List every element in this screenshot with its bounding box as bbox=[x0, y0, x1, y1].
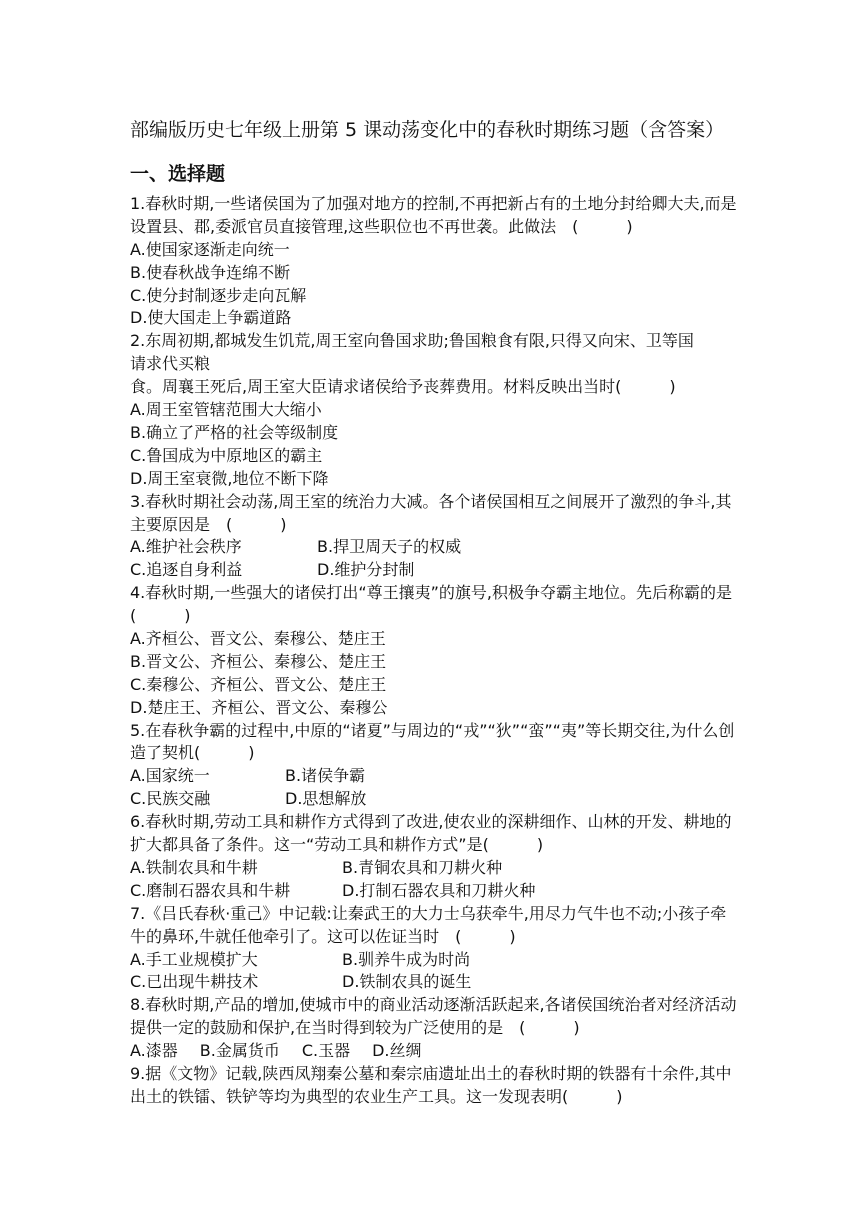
question-7-stem: 7.《吕氏春秋·重己》中记载:让秦武王的大力士乌获牵牛,用尽力气牛也不动;小孩子牵牛的鼻环,牛就任他牵引了。这可以佐证当时 ( ) bbox=[130, 903, 727, 946]
question-5-options-row-1 bbox=[130, 765, 742, 788]
question-7-option-a: A.手工业规模扩大 bbox=[130, 949, 258, 969]
question-4-option-b: B.晋文公、齐桓公、秦穆公、楚庄王 bbox=[130, 651, 387, 671]
question-1-option-a: A.使国家逐渐走向统一 bbox=[130, 239, 290, 259]
question-6-option-b: B.青铜农具和刀耕火种 bbox=[342, 857, 503, 877]
question-7-option-b: B.驯养牛成为时尚 bbox=[342, 949, 471, 969]
question-2-option-b: B.确立了严格的社会等级制度 bbox=[130, 422, 339, 442]
question-4-stem: 4.春秋时期,一些强大的诸侯打出“尊王攘夷”的旗号,积极争夺霸主地位。先后称霸的是( ) bbox=[130, 583, 733, 626]
question-3-options-row-1 bbox=[130, 536, 742, 559]
question-4-option-c: C.秦穆公、齐桓公、晋文公、楚庄王 bbox=[130, 674, 387, 694]
question-8-option-a: A.漆器 bbox=[130, 1041, 178, 1061]
question-2-stem-line-2: 请求代买粮 bbox=[130, 354, 211, 374]
question-3-option-b: B.捍卫周天子的权威 bbox=[317, 537, 462, 557]
question-4-option-d: D.楚庄王、齐桓公、晋文公、秦穆公 bbox=[130, 697, 388, 717]
question-3-options-row-2 bbox=[130, 559, 742, 582]
document-title: 部编版历史七年级上册第 5 课动荡变化中的春秋时期练习题（含答案） bbox=[130, 119, 725, 141]
question-6-stem: 6.春秋时期,劳动工具和耕作方式得到了改进,使农业的深耕细作、山林的开发、耕地的扩大都具备了条件。这一“劳动工具和耕作方式”是( ) bbox=[130, 812, 732, 855]
question-1-option-c: C.使分封制逐步走向瓦解 bbox=[130, 285, 307, 305]
question-8-stem: 8.春秋时期,产品的增加,使城市中的商业活动逐渐活跃起来,各诸侯国统治者对经济活动提供一定的鼓励和保护,在当时得到较为广泛使用的是 ( ) bbox=[130, 995, 737, 1038]
section-heading: 一、选择题 bbox=[130, 163, 226, 185]
question-5-option-b: B.诸侯争霸 bbox=[285, 766, 366, 786]
question-2-stem-line-3: 食。周襄王死后,周王室大臣请求诸侯给予丧葬费用。材料反映出当时( ) bbox=[130, 377, 676, 397]
question-7-option-c: C.已出现牛耕技术 bbox=[130, 972, 259, 992]
question-6-option-a: A.铁制农具和牛耕 bbox=[130, 857, 258, 877]
question-5-stem: 5.在春秋争霸的过程中,中原的“诸夏”与周边的“戎”“狄”“蛮”“夷”等长期交往,为什么创造了契机( ) bbox=[130, 720, 735, 763]
question-7-options-row-1 bbox=[130, 949, 742, 972]
question-2-stem-line-1: 2.东周初期,都城发生饥荒,周王室向鲁国求助;鲁国粮食有限,只得又向宋、卫等国 bbox=[130, 331, 694, 351]
question-7-option-d: D.铁制农具的诞生 bbox=[342, 972, 472, 992]
question-1-option-d: D.使大国走上争霸道路 bbox=[130, 308, 292, 328]
question-3-stem: 3.春秋时期社会动荡,周王室的统治力大减。各个诸侯国相互之间展开了激烈的争斗,其主要原因是 ( ) bbox=[130, 491, 732, 534]
question-2-option-a: A.周王室管辖范围大大缩小 bbox=[130, 400, 322, 420]
question-4-option-a: A.齐桓公、晋文公、秦穆公、楚庄王 bbox=[130, 629, 386, 649]
question-5-options-row-2 bbox=[130, 788, 742, 811]
question-1-option-b: B.使春秋战争连绵不断 bbox=[130, 262, 291, 282]
question-6-options-row-2 bbox=[130, 880, 742, 903]
question-2-option-c: C.鲁国成为中原地区的霸主 bbox=[130, 445, 323, 465]
question-9-stem: 9.据《文物》记载,陕西凤翔秦公墓和秦宗庙遗址出土的春秋时期的铁器有十余件,其中出土的铁镭、铁铲等均为典型的农业生产工具。这一发现表明( ) bbox=[130, 1064, 732, 1106]
question-7-options-row-2 bbox=[130, 971, 742, 994]
question-3-option-d: D.维护分封制 bbox=[317, 560, 415, 580]
question-6-options-row-1 bbox=[130, 857, 742, 880]
question-3-option-a: A.维护社会秩序 bbox=[130, 537, 242, 557]
question-3-option-c: C.追逐自身利益 bbox=[130, 560, 243, 580]
question-8-option-d: D.丝绸 bbox=[372, 1041, 422, 1061]
question-1-stem: 1.春秋时期,一些诸侯国为了加强对地方的控制,不再把新占有的土地分封给卿大夫,而是设置县、郡,委派官员直接管理,这些职位也不再世袭。此做法 ( ) bbox=[130, 194, 737, 236]
question-6-option-d: D.打制石器农具和刀耕火种 bbox=[342, 880, 536, 900]
question-5-option-c: C.民族交融 bbox=[130, 789, 211, 809]
question-8-options-row bbox=[130, 1040, 742, 1063]
question-6-option-c: C.磨制石器农具和牛耕 bbox=[130, 880, 291, 900]
question-5-option-d: D.思想解放 bbox=[285, 789, 367, 809]
question-list bbox=[130, 193, 742, 1109]
question-2-option-d: D.周王室衰微,地位不断下降 bbox=[130, 468, 329, 488]
question-5-option-a: A.国家统一 bbox=[130, 766, 210, 786]
question-8-option-c: C.玉器 bbox=[301, 1041, 351, 1061]
question-8-option-b: B.金属货币 bbox=[199, 1041, 280, 1061]
